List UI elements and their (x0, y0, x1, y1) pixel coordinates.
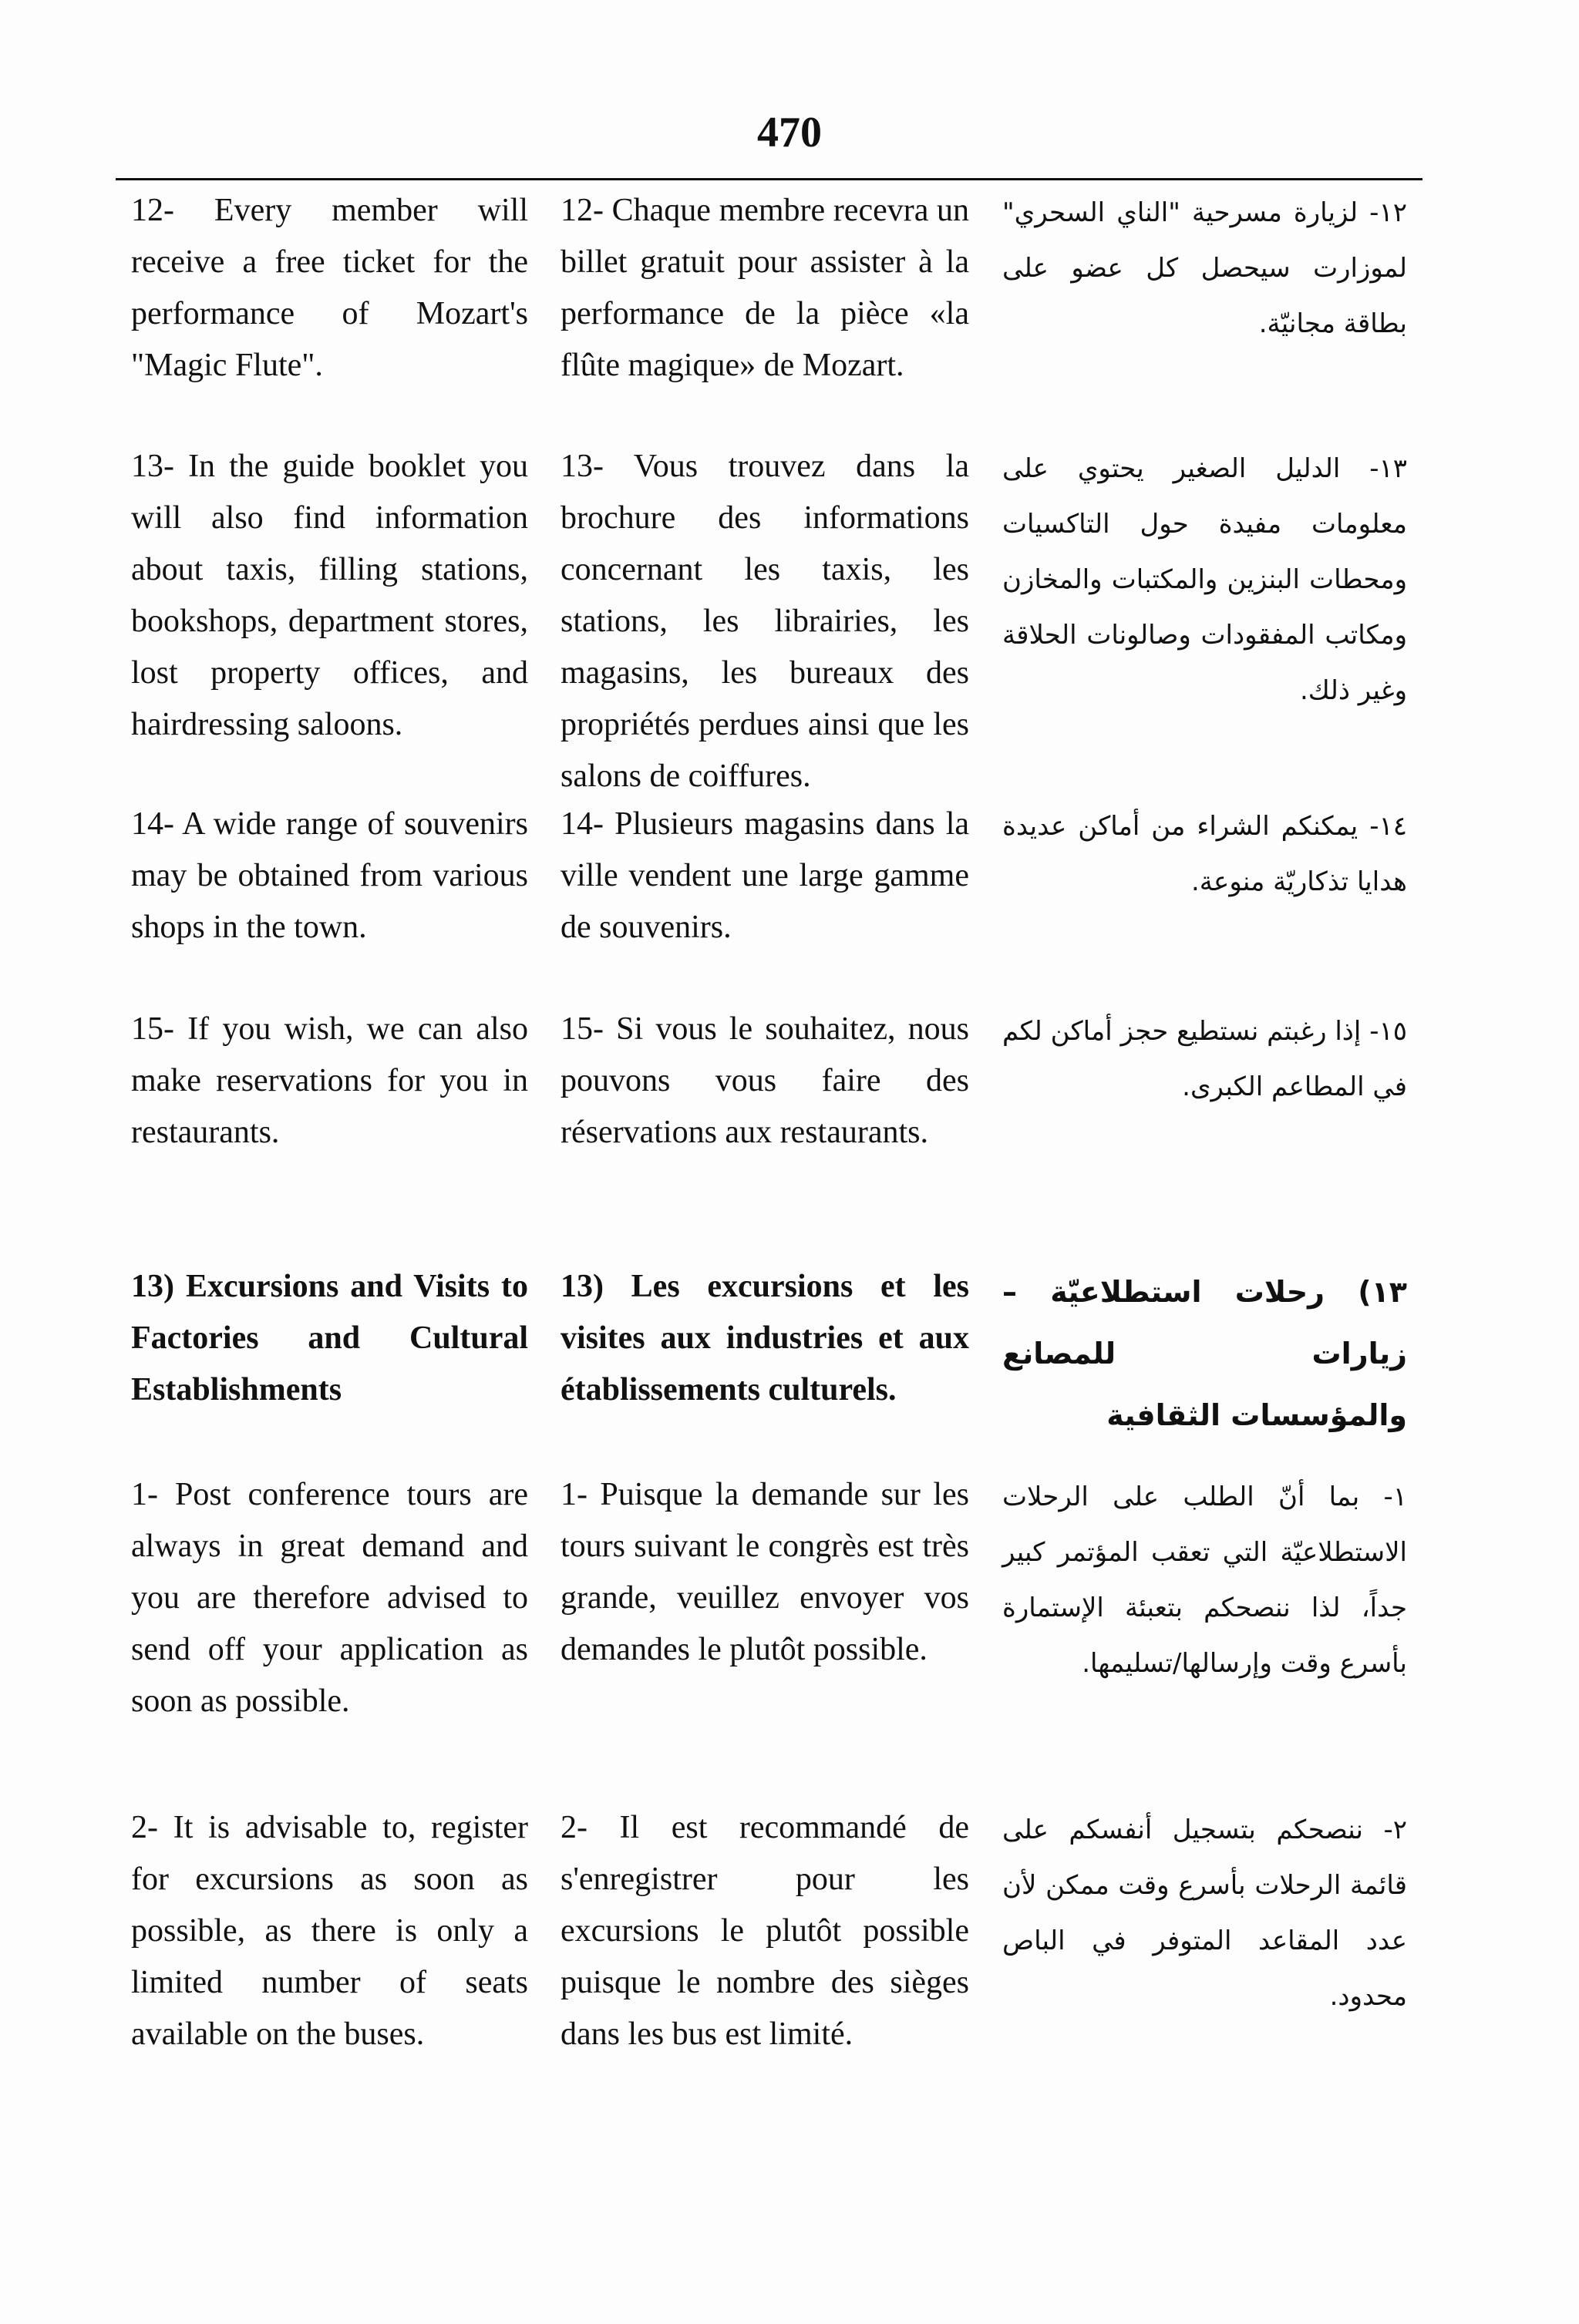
entry-15-arabic: ١٥- إذا رغبتم نستطيع حجز أماكن لكم في المطاعم الكبرى. (1002, 1016, 1407, 1102)
entry-12-french: 12- Chaque membre recevra un billet gratuit pour assister à la performance de la pièce «la flûte magique» de Mozart. (561, 193, 969, 383)
entry-13-french: 13- Vous trouvez dans la brochure des informations concernant les taxis, les stations, les librairies, les magasins, les bureaux des propriétés perdues ainsi que les salons de coiffures. (561, 449, 969, 794)
entry-14-arabic: ١٤- يمكنكم الشراء من أماكن عديدة هدايا تذكاريّة منوعة. (1002, 811, 1407, 897)
entry-14-english: 14- A wide range of souvenirs may be obtained from various shops in the town. (131, 806, 528, 945)
entry-13-english: 13- In the guide booklet you will also find information about taxis, filling stations, bookshops, department stores, lost property offices, and hairdressing saloons. (131, 449, 528, 742)
entry-1-arabic: ١- بما أنّ الطلب على الرحلات الاستطلاعيّة التي تعقب المؤتمر كبير جداً، لذا ننصحكم بتعبئة الإستمارة بأسرع وقت وإرسالها/تسليمها. (1002, 1482, 1407, 1679)
header-rule (116, 178, 1422, 180)
page-number: 470 (757, 109, 822, 156)
section-13-heading-french: 13) Les excursions et les visites aux industries et aux établissements culturels. (561, 1269, 969, 1408)
entry-2-arabic: ٢- ننصحكم بتسجيل أنفسكم على قائمة الرحلات بأسرع وقت ممكن لأن عدد المقاعد المتوفر في الباص محدود. (1002, 1814, 1407, 2012)
entry-15-french: 15- Si vous le souhaitez, nous pouvons vous faire des réservations aux restaurants. (561, 1011, 969, 1150)
entry-12-english: 12- Every member will receive a free ticket for the performance of Mozart's "Magic Flute". (131, 193, 528, 383)
entry-2-english: 2- It is advisable to, register for excursions as soon as possible, as there is only a limited number of seats available on the buses. (131, 1810, 528, 2052)
entry-13-arabic: ١٣- الدليل الصغير يحتوي على معلومات مفيدة حول التاكسيات ومحطات البنزين والمكتبات والمخازن ومكاتب المفقودات وصالونات الحلاقة وغير ذلك. (1002, 453, 1407, 706)
entry-1-french: 1- Puisque la demande sur les tours suivant le congrès est très grande, veuillez envoyer vos demandes le plutôt possible. (561, 1477, 969, 1667)
entry-14-french: 14- Plusieurs magasins dans la ville vendent une large gamme de souvenirs. (561, 806, 969, 945)
entry-2-french: 2- Il est recommandé de s'enregistrer pour les excursions le plutôt possible puisque le nombre des sièges dans les bus est limité. (561, 1810, 969, 2052)
section-13-heading-english: 13) Excursions and Visits to Factories and Cultural Establishments (131, 1269, 528, 1408)
section-13-heading-arabic: ١٣) رحلات استطلاعيّة – زيارات للمصانع والمؤسسات الثقافية (1002, 1275, 1407, 1432)
entry-1-english: 1- Post conference tours are always in great demand and you are therefore advised to send off your application as soon as possible. (131, 1477, 528, 1719)
entry-15-english: 15- If you wish, we can also make reservations for you in restaurants. (131, 1011, 528, 1150)
entry-12-arabic: ١٢- لزيارة مسرحية "الناي السحري" لموزارت سيحصل كل عضو على بطاقة مجانيّة. (1002, 197, 1407, 339)
